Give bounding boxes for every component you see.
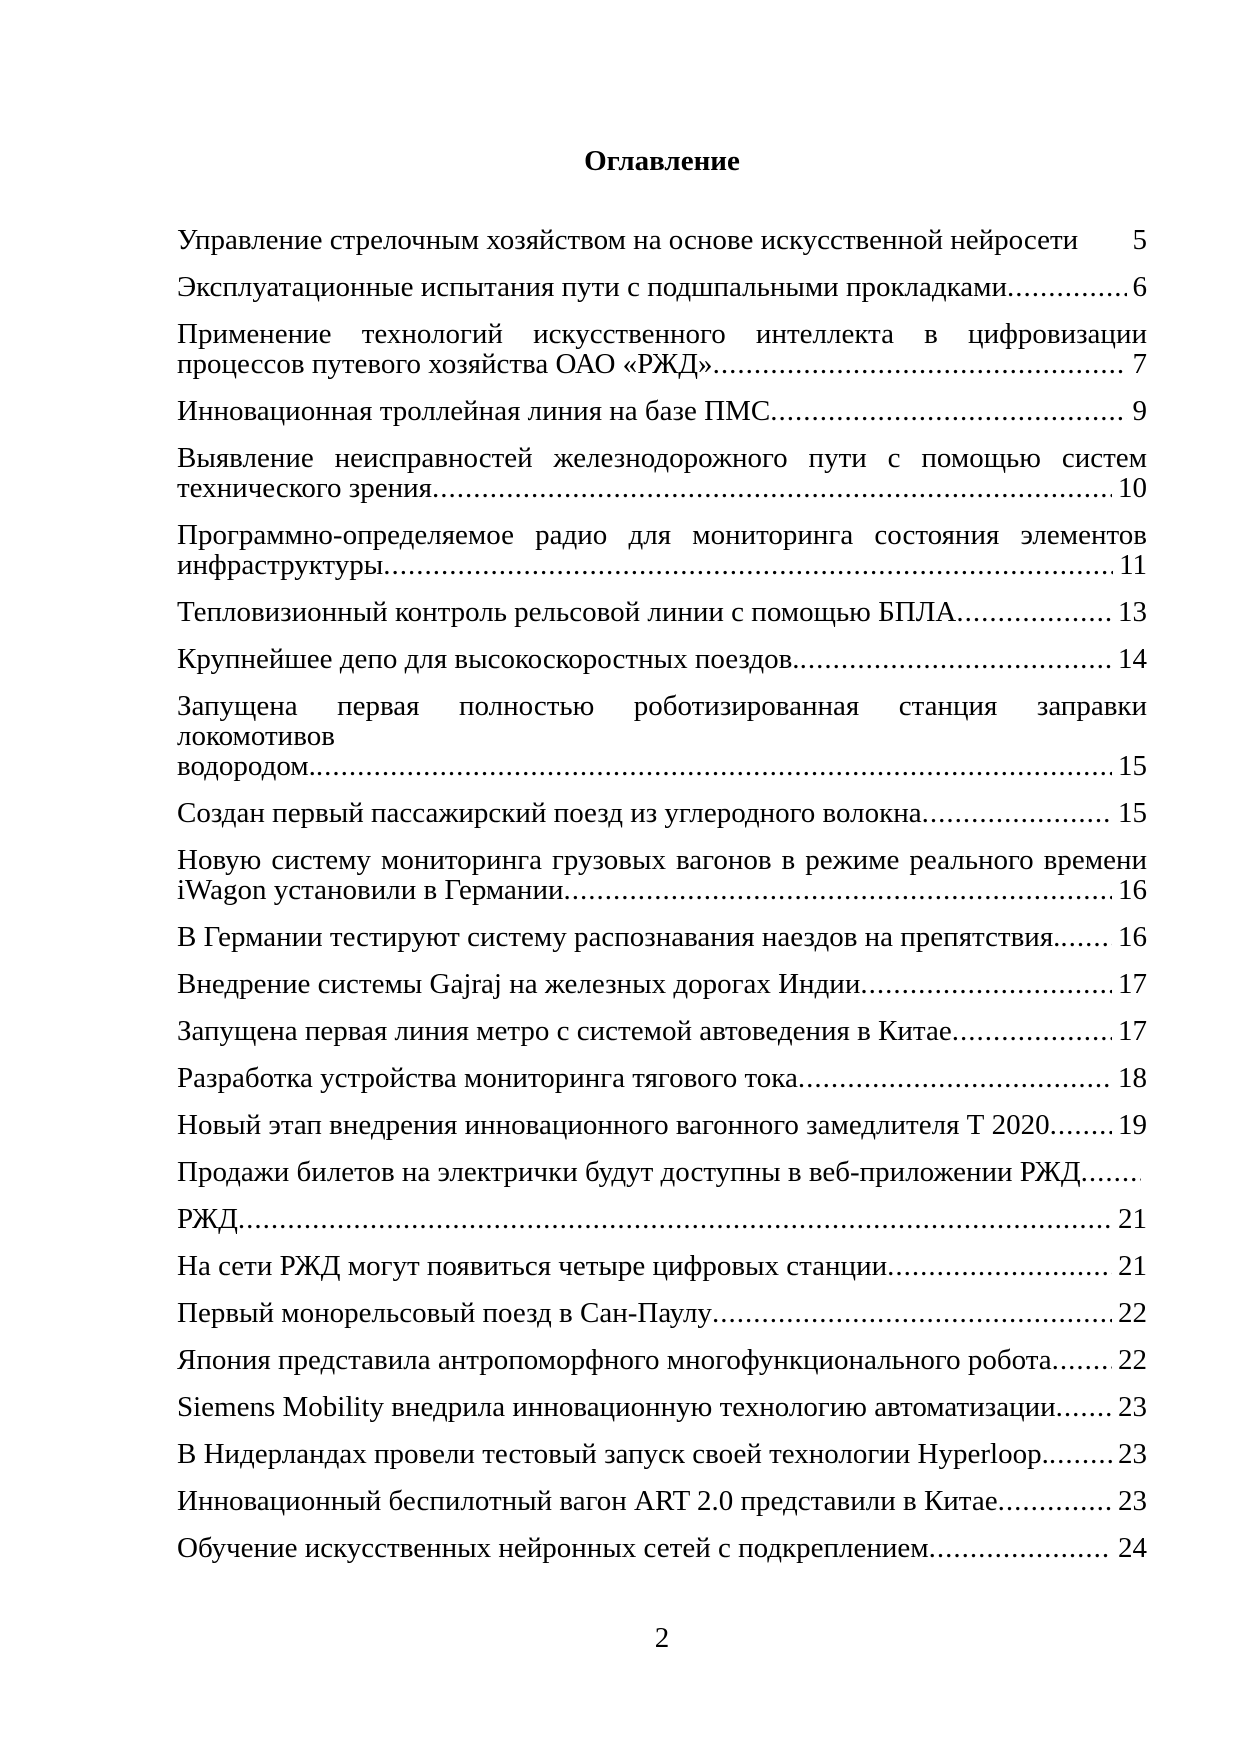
toc-entry-title: На сети РЖД могут появиться четыре цифровых станции xyxy=(177,1251,888,1281)
toc-line xyxy=(177,473,1147,503)
page-title: Оглавление xyxy=(584,145,740,177)
toc-page-number: 15 xyxy=(1118,797,1147,829)
dot-leader xyxy=(1056,1392,1112,1422)
toc-entry-title: Эксплуатационные испытания пути с подшпальными прокладками xyxy=(177,272,1008,302)
toc-page-number: 9 xyxy=(1132,395,1147,427)
footer-page-number: 2 xyxy=(654,1622,670,1654)
toc-entry-title: Обучение искусственных нейронных сетей с подкреплением xyxy=(177,1533,929,1563)
toc-entry[interactable] xyxy=(177,1204,1147,1234)
toc-page-number: 19 xyxy=(1118,1109,1147,1141)
toc-line xyxy=(177,1486,1147,1516)
toc-page-number: 21 xyxy=(1118,1203,1147,1235)
toc-line xyxy=(177,1063,1147,1093)
toc-line xyxy=(177,1533,1147,1563)
toc-page-number: 11 xyxy=(1119,549,1147,581)
dot-leader xyxy=(316,751,1112,781)
toc-entry[interactable] xyxy=(177,969,1147,999)
toc-line xyxy=(177,396,1147,426)
toc-entry-title: Инновационная троллейная линия на базе ПМС xyxy=(177,396,771,426)
toc-entry-title: Разработка устройства мониторинга тягового тока xyxy=(177,1063,798,1093)
toc-entry[interactable] xyxy=(177,1110,1147,1140)
toc-page-number: 13 xyxy=(1118,596,1147,628)
dot-leader xyxy=(956,597,1112,627)
toc-line xyxy=(177,349,1147,379)
toc-entry-title: Тепловизионный контроль рельсовой линии с помощью БПЛА xyxy=(177,597,957,627)
toc-entry[interactable] xyxy=(177,1298,1147,1328)
toc-entry[interactable] xyxy=(177,597,1147,627)
toc-entry-title: Управление стрелочным хозяйством на основе искусственной нейросети xyxy=(177,225,1079,255)
dot-leader xyxy=(922,798,1112,828)
toc-entry-title: инфраструктуры xyxy=(177,550,384,580)
toc-page-number: 16 xyxy=(1118,874,1147,906)
dot-leader xyxy=(1007,272,1126,302)
toc-entry[interactable] xyxy=(177,319,1147,379)
toc-entry-title: Внедрение системы Gajraj на железных дорогах Индии xyxy=(177,969,861,999)
dot-leader xyxy=(564,875,1113,905)
toc-page-number: 5 xyxy=(1132,224,1147,256)
toc-entry-title: Выявление неисправностей железнодорожного пути с помощью систем xyxy=(177,442,1147,474)
toc-line xyxy=(177,443,1147,473)
toc-page-number: 23 xyxy=(1118,1391,1147,1423)
toc-entry[interactable] xyxy=(177,520,1147,580)
toc-entry[interactable] xyxy=(177,845,1147,905)
toc-entry-title: Запущена первая линия метро с системой автоведения в Китае xyxy=(177,1016,952,1046)
toc-page-number: 24 xyxy=(1118,1532,1147,1564)
dot-leader xyxy=(998,1486,1112,1516)
toc-entry-title: Первый монорельсовый поезд в Сан-Паулу xyxy=(177,1298,712,1328)
dot-leader xyxy=(712,1298,1112,1328)
dot-leader xyxy=(1049,1439,1112,1469)
toc-line xyxy=(177,751,1147,781)
toc-entry-title: iWagon установили в Германии xyxy=(177,875,564,905)
toc-page-number: 6 xyxy=(1132,271,1147,303)
toc-entry[interactable] xyxy=(177,1016,1147,1046)
toc-entry-title: водородом. xyxy=(177,751,316,781)
toc-page-number: 16 xyxy=(1118,921,1147,953)
toc-page-number: 21 xyxy=(1118,1250,1147,1282)
toc-line xyxy=(177,597,1147,627)
toc-entry-title: В Германии тестируют систему распознавания наездов на препятствия. xyxy=(177,922,1061,952)
toc-entry-title: Новую систему мониторинга грузовых вагонов в режиме реального времени xyxy=(177,844,1147,876)
toc-entry[interactable] xyxy=(177,1486,1147,1516)
toc-entry[interactable] xyxy=(177,1392,1147,1422)
dot-leader xyxy=(770,396,1126,426)
toc-line xyxy=(177,1204,1147,1234)
toc-entry[interactable] xyxy=(177,443,1147,503)
toc-entry-title: Крупнейшее депо для высокоскоростных поездов. xyxy=(177,644,800,674)
dot-leader xyxy=(798,1063,1112,1093)
toc-entry[interactable] xyxy=(177,396,1147,426)
toc-entry-title: Программно-определяемое радио для мониторинга состояния элементов xyxy=(177,519,1147,551)
dot-leader xyxy=(238,1204,1112,1234)
toc-page-number: 7 xyxy=(1132,348,1147,380)
dot-leader xyxy=(929,1533,1112,1563)
toc-line xyxy=(177,922,1147,952)
toc-line xyxy=(177,845,1147,875)
toc-page-number: 10 xyxy=(1118,472,1147,504)
dot-leader xyxy=(1081,1157,1141,1187)
toc-line xyxy=(177,1345,1147,1375)
toc-line xyxy=(177,644,1147,674)
toc-line xyxy=(177,875,1147,905)
toc-entry-title: Запущена первая полностью роботизированная станция заправки локомотивов xyxy=(177,690,1147,752)
toc-line xyxy=(177,1298,1147,1328)
dot-leader xyxy=(1060,922,1112,952)
toc-line xyxy=(177,272,1147,302)
toc-entry[interactable] xyxy=(177,1345,1147,1375)
toc-entry[interactable] xyxy=(177,272,1147,302)
toc-line xyxy=(177,1016,1147,1046)
toc-entry[interactable] xyxy=(177,1063,1147,1093)
toc-entry-title: Новый этап внедрения инновационного вагонного замедлителя Т 2020 xyxy=(177,1110,1050,1140)
toc-entry[interactable] xyxy=(177,922,1147,952)
dot-leader xyxy=(800,644,1112,674)
toc-line xyxy=(177,1157,1147,1187)
toc-entry-title: Siemens Mobility внедрила инновационную технологию автоматизации xyxy=(177,1392,1056,1422)
dot-leader xyxy=(887,1251,1112,1281)
toc-entry[interactable] xyxy=(177,1157,1147,1187)
toc-page-number: 22 xyxy=(1118,1344,1147,1376)
toc-entry[interactable] xyxy=(177,691,1147,781)
toc-entry[interactable] xyxy=(177,798,1147,828)
toc-entry-title: Применение технологий искусственного интеллекта в цифровизации xyxy=(177,318,1147,350)
toc-line xyxy=(177,798,1147,828)
table-of-contents xyxy=(177,225,1147,1563)
toc-line xyxy=(177,691,1147,751)
toc-line xyxy=(177,969,1147,999)
toc-line xyxy=(177,550,1147,580)
toc-line xyxy=(177,1439,1147,1469)
toc-entry-title: В Нидерландах провели тестовый запуск своей технологии Hyperloop. xyxy=(177,1439,1049,1469)
dot-leader xyxy=(860,969,1112,999)
dot-leader xyxy=(1052,1345,1112,1375)
toc-entry-title: Инновационный беспилотный вагон ART 2.0 представили в Китае xyxy=(177,1486,998,1516)
dot-leader xyxy=(952,1016,1112,1046)
dot-leader xyxy=(432,473,1112,503)
toc-entry[interactable] xyxy=(177,1251,1147,1281)
toc-page-number: 18 xyxy=(1118,1062,1147,1094)
toc-line xyxy=(177,1392,1147,1422)
toc-entry[interactable] xyxy=(177,225,1147,255)
toc-entry-title: Япония представила антропоморфного многофункционального робота xyxy=(177,1345,1052,1375)
toc-page-number: 14 xyxy=(1118,643,1147,675)
toc-page-number: 22 xyxy=(1118,1297,1147,1329)
toc-line xyxy=(177,520,1147,550)
toc-line xyxy=(177,1110,1147,1140)
toc-page-number: 23 xyxy=(1118,1485,1147,1517)
toc-entry-title: процессов путевого хозяйства ОАО «РЖД» xyxy=(177,349,713,379)
toc-entry[interactable] xyxy=(177,1439,1147,1469)
toc-entry-title: технического зрения xyxy=(177,473,432,503)
toc-line xyxy=(177,225,1147,255)
toc-page-number: 15 xyxy=(1118,750,1147,782)
toc-line xyxy=(177,319,1147,349)
dot-leader xyxy=(1050,1110,1112,1140)
toc-line xyxy=(177,1251,1147,1281)
toc-entry[interactable] xyxy=(177,1533,1147,1563)
toc-entry-title: РЖД xyxy=(177,1204,238,1234)
dot-leader xyxy=(713,349,1127,379)
toc-entry[interactable] xyxy=(177,644,1147,674)
toc-page-number: 17 xyxy=(1118,1015,1147,1047)
toc-entry-title: Продажи билетов на электрички будут доступны в веб-приложении РЖД xyxy=(177,1157,1081,1187)
toc-page-number: 23 xyxy=(1118,1438,1147,1470)
toc-page-number: 17 xyxy=(1118,968,1147,1000)
dot-leader xyxy=(383,550,1113,580)
toc-entry-title: Создан первый пассажирский поезд из углеродного волокна xyxy=(177,798,922,828)
